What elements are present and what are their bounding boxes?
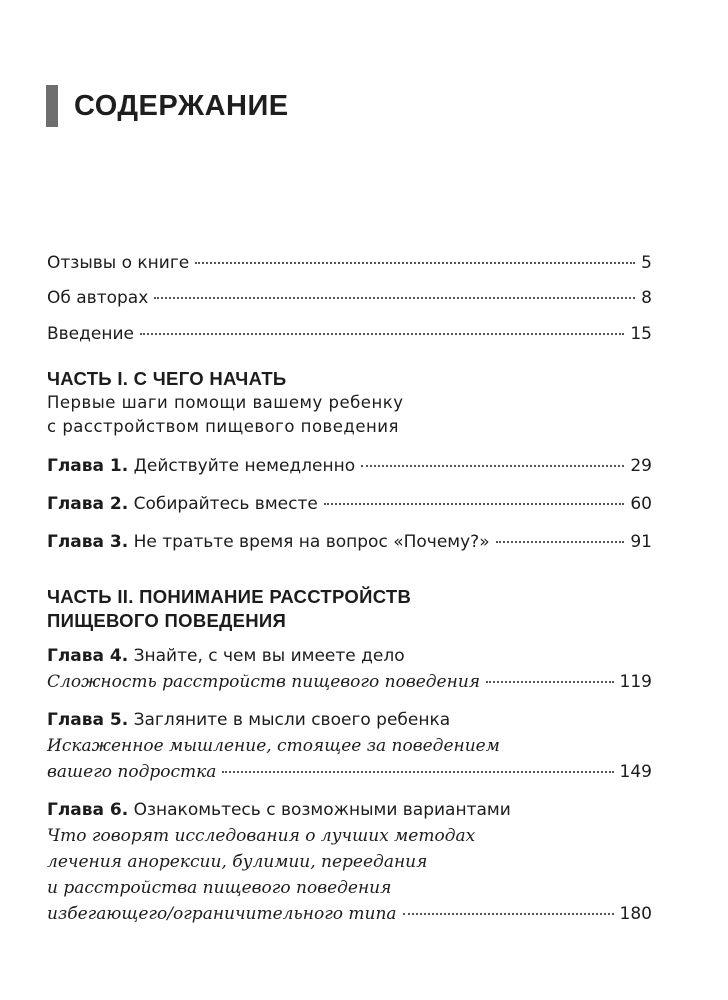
chapter-number: Глава 2. xyxy=(47,494,129,514)
dot-leader xyxy=(195,262,635,264)
toc-list xyxy=(47,252,652,925)
entry-title: Введение xyxy=(47,324,134,344)
part2-title-line: ЧАСТЬ II. ПОНИМАНИЕ РАССТРОЙСТВ xyxy=(47,586,412,607)
entry-page: 149 xyxy=(619,762,652,782)
chapter-subtitle: Сложность расстройств пищевого поведения xyxy=(47,672,481,692)
chapter-title: Действуйте немедленно xyxy=(133,456,356,476)
entry-page: 15 xyxy=(630,324,652,344)
toc-entry-chapter-2[interactable] xyxy=(47,493,652,515)
chapter-title: Ознакомьтесь с возможными вариантами xyxy=(133,800,511,820)
dot-leader xyxy=(324,503,625,505)
chapter-title: Собирайтесь вместе xyxy=(133,494,318,514)
chapter-number: Глава 1. xyxy=(47,456,129,476)
entry-page: 8 xyxy=(641,288,652,308)
chapter-subtitle: Искаженное мышление, стоящее за поведением xyxy=(47,736,500,756)
dot-leader xyxy=(486,681,614,683)
entry-page: 91 xyxy=(630,532,652,552)
dot-leader xyxy=(154,297,635,299)
chapter-number: Глава 6. xyxy=(47,800,129,820)
toc-entry-chapter-5[interactable] xyxy=(47,709,652,731)
entry-title: Отзывы о книге xyxy=(47,253,190,273)
chapter-subtitle: избегающего/ограничительного типа xyxy=(47,904,397,924)
entry-title: Об авторах xyxy=(47,288,149,308)
dot-leader xyxy=(140,333,624,335)
toc-entry-chapter-3[interactable] xyxy=(47,531,652,553)
chapter-4-subtitle-row xyxy=(47,671,652,693)
toc-entry-intro[interactable] xyxy=(47,323,652,345)
toc-heading xyxy=(46,84,289,128)
dot-leader xyxy=(496,541,625,543)
chapter-5-subtitle-row xyxy=(47,761,652,783)
chapter-subtitle: и расстройства пищевого поведения xyxy=(47,878,392,898)
chapter-subtitle: вашего подростка xyxy=(47,762,217,782)
toc-entry-authors[interactable] xyxy=(47,287,652,309)
toc-entry-reviews[interactable] xyxy=(47,252,652,274)
chapter-subtitle: лечения анорексии, булимии, переедания xyxy=(47,852,428,872)
part1-subtitle-line: Первые шаги помощи вашему ребенку xyxy=(47,393,404,412)
toc-entry-chapter-6[interactable] xyxy=(47,799,652,821)
part1-subtitle-line: с расстройством пищевого поведения xyxy=(47,417,399,436)
chapter-number: Глава 4. xyxy=(47,646,129,666)
entry-page: 5 xyxy=(641,253,652,273)
part1-title: ЧАСТЬ I. С ЧЕГО НАЧАТЬ xyxy=(47,368,287,389)
chapter-title: Не тратьте время на вопрос «Почему?» xyxy=(133,532,490,552)
entry-page: 119 xyxy=(619,672,652,692)
toc-entry-chapter-4[interactable] xyxy=(47,645,652,667)
dot-leader xyxy=(361,465,624,467)
chapter-6-subtitle-row xyxy=(47,903,652,925)
chapter-title: Загляните в мысли своего ребенка xyxy=(133,710,451,730)
entry-page: 29 xyxy=(630,456,652,476)
dot-leader xyxy=(403,913,614,915)
chapter-number: Глава 5. xyxy=(47,710,129,730)
entry-page: 180 xyxy=(619,904,652,924)
heading-title: СОДЕРЖАНИЕ xyxy=(74,89,289,122)
chapter-number: Глава 3. xyxy=(47,532,129,552)
dot-leader xyxy=(222,771,613,773)
chapter-subtitle: Что говорят исследования о лучших методах xyxy=(47,826,476,846)
heading-accent-bar xyxy=(46,85,58,127)
toc-entry-chapter-1[interactable] xyxy=(47,455,652,477)
entry-page: 60 xyxy=(630,494,652,514)
part2-title-line: ПИЩЕВОГО ПОВЕДЕНИЯ xyxy=(47,610,287,631)
chapter-title: Знайте, с чем вы имеете дело xyxy=(133,646,405,666)
